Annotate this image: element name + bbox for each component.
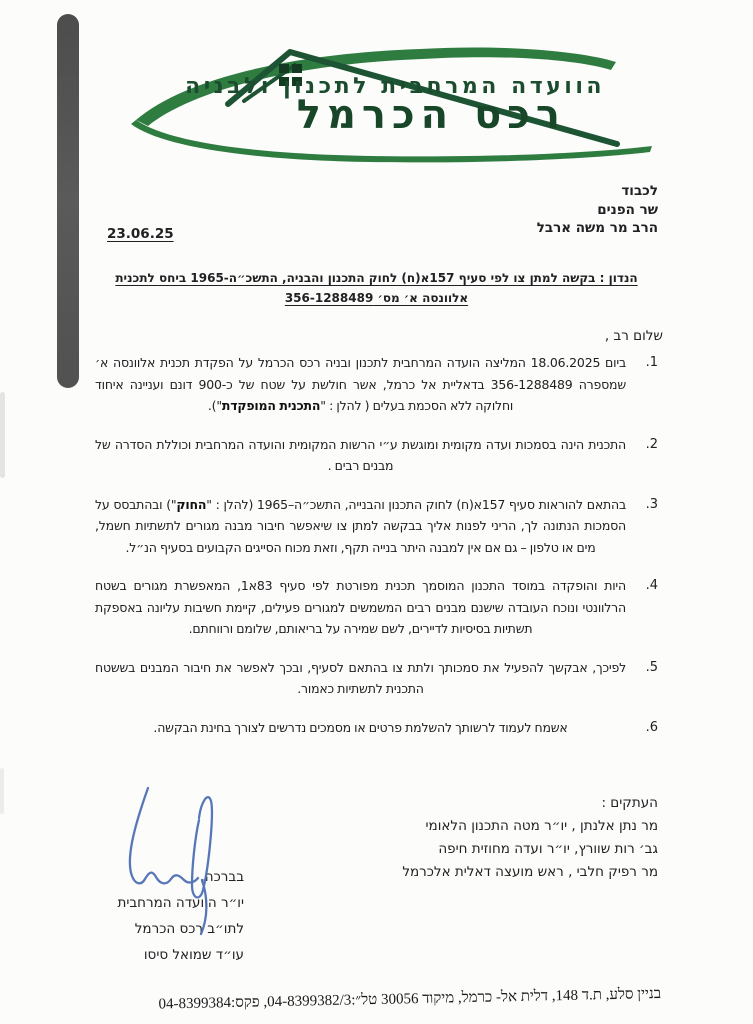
text-segment: אשמח לעמוד לרשותך להשלמת פרטים או מסמכים נדרשים לצורך בחינת הבקשה. xyxy=(153,719,568,735)
greeting: שלום רב , xyxy=(604,328,663,344)
closing: בברכה, xyxy=(200,869,244,885)
handwritten-signature xyxy=(101,778,241,946)
list-item xyxy=(95,352,658,417)
text-segment: התכנית הינה בסמכות ועדה מקומית ומוגשת ע״י הרשות המקומית והועדה המרחבית וכוללת הסדרה של מבנים רבים . xyxy=(95,436,626,473)
recipient-line: לכבוד xyxy=(621,183,658,199)
copies-line: מר רפיק חלבי , ראש מועצה דאלית אלכרמל xyxy=(402,864,658,880)
scan-smudge xyxy=(0,768,4,814)
signatory-title: יו״ר הוועדה המרחבית xyxy=(117,895,244,911)
recipient-block xyxy=(537,182,658,238)
copies-title: העתקים : xyxy=(601,795,658,811)
text-segment: היות והופקדה במוסד התכנון המוסמך תכנית מפורטת לפי סעיף 83א1, המאפשרת מגורים בשטח הרלוונטי ונוכח העובדה שישנם מבנים רבים המשמשים למגורים פעילים, קיימת חשיבות עליונה באספקת תשתיות בסיסיות לדיירים, לשם שמירה על בריאותם, שלומם ורווחתם. xyxy=(95,578,626,636)
copies-line: מר נתן אלנתן , יו״ר מטה התכנון הלאומי xyxy=(425,818,658,834)
signatory-title: לתו״ב רכס הכרמל xyxy=(134,921,244,937)
logo-org-type: הוועדה המרחבית לתכנון ולבניה xyxy=(185,74,605,99)
list-item-text xyxy=(95,717,626,739)
list-item xyxy=(95,657,658,700)
list-item-number: 5. xyxy=(645,659,658,675)
list-item-number: 3. xyxy=(645,496,658,512)
text-segment: ") ובהתבסס על הסמכות הנתונה לך, הריני לפנות אליך בבקשה למתן צו שיאפשר חיבור מבנה מגורים לתשתיות חשמל, מים או טלפון – גם אם אין למבנה היתר בנייה תקף, וזאת מכוח הסייגים הקבועים בסעיף הנ״ל. xyxy=(95,496,626,555)
recipient-line: הרב מר משה ארבל xyxy=(536,220,658,236)
letter-date: 23.06.25 xyxy=(107,226,174,242)
text-segment: "). xyxy=(207,398,222,413)
scan-edge-artifact xyxy=(57,14,79,388)
bold-term: החוק xyxy=(176,496,207,512)
list-item-number: 1. xyxy=(645,355,658,370)
list-item-number: 6. xyxy=(645,719,658,735)
scan-smudge xyxy=(0,392,5,478)
list-item xyxy=(95,494,658,559)
text-segment: לפיכך, אבקשך להפעיל את סמכותך ולתת צו בהתאם לסעיף, ובכך לאפשר את חיבור המבנים בששטח התכנית לתשתיות כאמור. xyxy=(95,659,626,696)
list-item xyxy=(95,575,658,640)
list-item xyxy=(95,434,658,477)
list-item-number: 2. xyxy=(645,436,658,452)
footer-address: בניין סלע, ת.ד 148, דלית אל- כרמל, מיקוד 30056 טל״:04-8399382/3, פקס:04-8399384 xyxy=(158,986,662,1013)
subject-block xyxy=(95,269,658,308)
text-segment: בהתאם להוראות סעיף 157א(ח) לחוק התכנון והבנייה, התשכ״ה–1965 (להלן : " xyxy=(206,496,626,512)
recipient-line: שר הפנים xyxy=(597,201,658,218)
list-item xyxy=(95,717,658,739)
signatory-name: עו״ד שמואל סיסו xyxy=(143,947,244,963)
list-item-text xyxy=(95,657,626,700)
bold-term: התכנית המופקדת xyxy=(221,398,321,413)
text-segment: ביום 18.06.2025 המליצה הועדה המרחבית לתכנון ובניה רכס הכרמל על הפקדת תכנית אלוונסה א׳ שמספרה 356-1288489 בדאליית אל כרמל, אשר חולשת על שטח של כ-900 דונם ועניינה איחוד וחלוקה ללא הסכמת בעלים ( להלן : " xyxy=(95,355,626,413)
list-item-text xyxy=(95,352,626,417)
body-list xyxy=(95,352,658,755)
copies-line: גב׳ רות שוורץ, יו״ר ועדה מחוזית חיפה xyxy=(438,841,658,857)
subject-line: הנדון : בקשה למתן צו לפי סעיף 157א(ח) לחוק התכנון והבניה, התשכ״ה-1965 ביחס לתכנית xyxy=(115,271,638,285)
logo-org-name: רכס הכרמל xyxy=(296,92,566,138)
copies-block xyxy=(402,792,658,884)
list-item-text xyxy=(95,434,626,477)
list-item-text xyxy=(95,494,626,559)
list-item-number: 4. xyxy=(645,578,658,593)
subject-line: אלוונסה א׳ מס׳ 356-1288489 xyxy=(284,290,469,305)
list-item-text xyxy=(95,575,626,640)
